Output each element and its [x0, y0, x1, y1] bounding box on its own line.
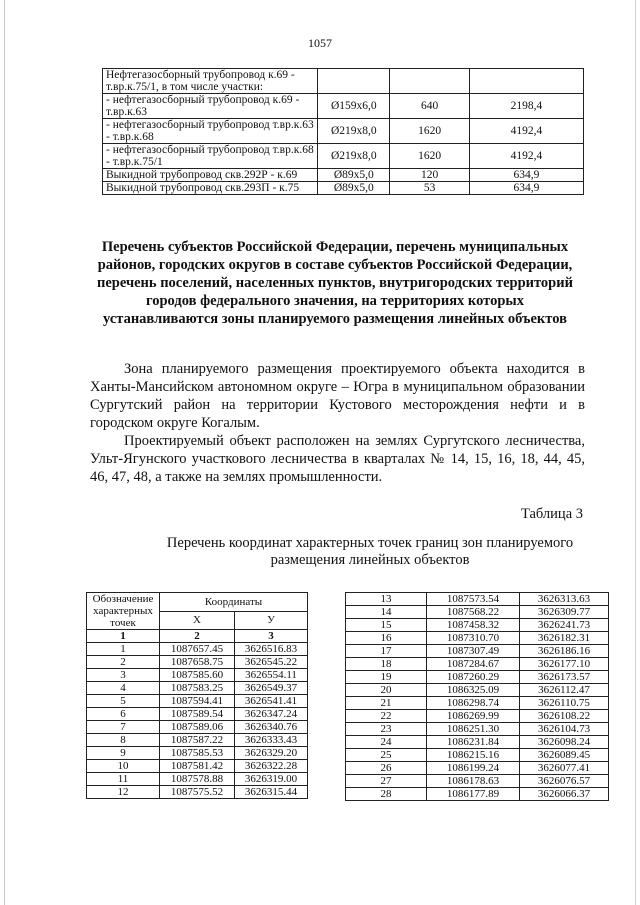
point-number: 9 — [87, 747, 160, 760]
point-number: 23 — [346, 723, 427, 736]
x-header: X — [160, 611, 235, 630]
point-number: 16 — [346, 632, 427, 645]
coordinate-y: 3626319.00 — [235, 773, 308, 786]
coordinate-y: 3626241.73 — [520, 619, 609, 632]
coordinate-y: 3626313.63 — [520, 593, 609, 606]
coordinate-y: 3626554.11 — [235, 669, 308, 682]
scan-edge-left — [4, 0, 5, 905]
coordinates-title-line-2: размещения линейных объектов — [270, 552, 470, 568]
coordinate-row — [87, 734, 308, 747]
coordinate-y: 3626098.24 — [520, 736, 609, 749]
pipeline-row — [103, 119, 584, 144]
pipeline-row — [103, 94, 584, 119]
coordinate-y: 3626545.22 — [235, 656, 308, 669]
coordinate-row — [346, 762, 609, 775]
coordinate-x: 1087587.22 — [160, 734, 235, 747]
coordinate-row — [346, 788, 609, 801]
coordinate-row — [346, 593, 609, 606]
pipeline-row — [103, 169, 584, 182]
pipeline-length: 53 — [390, 182, 470, 195]
coordinate-row — [346, 723, 609, 736]
paragraph-location: Зона планируемого размещения проектируемого объекта находится в Ханты-Мансийском автономном округе – Югра в муниципальном образовании Сургутский район на территории Кустового месторождения нефти и в городском округе Когалым. — [90, 361, 585, 431]
coordinate-x: 1087594.41 — [160, 695, 235, 708]
coordinate-x: 1087658.75 — [160, 656, 235, 669]
coordinate-y: 3626177.10 — [520, 658, 609, 671]
pipeline-table — [102, 68, 584, 195]
pipeline-diameter — [318, 69, 390, 94]
coordinate-row — [87, 747, 308, 760]
coordinate-row — [346, 606, 609, 619]
coordinates-table-left — [86, 592, 308, 799]
pipeline-row — [103, 69, 584, 94]
pipeline-area: 4192,4 — [469, 119, 583, 144]
coordinate-row — [87, 721, 308, 734]
coordinates-table-right — [345, 592, 609, 801]
pipeline-diameter: Ø159x6,0 — [318, 94, 390, 119]
point-number: 6 — [87, 708, 160, 721]
point-number: 27 — [346, 775, 427, 788]
coordinate-y: 3626066.37 — [520, 788, 609, 801]
coordinate-row — [346, 619, 609, 632]
coordinate-row — [87, 669, 308, 682]
coordinate-row — [346, 671, 609, 684]
pipeline-area: 4192,4 — [469, 144, 583, 169]
point-number: 24 — [346, 736, 427, 749]
coordinate-x: 1087310.70 — [427, 632, 520, 645]
coordinate-row — [346, 710, 609, 723]
point-number: 5 — [87, 695, 160, 708]
coordinate-row — [87, 695, 308, 708]
pipeline-name: Выкидной трубопровод скв.293П - к.75 — [103, 182, 318, 195]
coordinate-y: 3626182.31 — [520, 632, 609, 645]
coordinate-x: 1087583.25 — [160, 682, 235, 695]
coordinate-row — [346, 632, 609, 645]
point-number: 18 — [346, 658, 427, 671]
point-number: 21 — [346, 697, 427, 710]
point-number: 19 — [346, 671, 427, 684]
coordinate-row — [87, 656, 308, 669]
pipeline-length — [390, 69, 470, 94]
coordinate-x: 1086325.09 — [427, 684, 520, 697]
coordinate-y: 3626549.37 — [235, 682, 308, 695]
point-number: 26 — [346, 762, 427, 775]
pipeline-row — [103, 144, 584, 169]
coordinate-x: 1086199.24 — [427, 762, 520, 775]
coordinate-y: 3626089.45 — [520, 749, 609, 762]
page-number: 1057 — [308, 36, 332, 50]
point-number: 20 — [346, 684, 427, 697]
column-number-3: 3 — [235, 630, 308, 643]
coordinate-x: 1087284.67 — [427, 658, 520, 671]
scan-edge-right — [635, 0, 636, 905]
point-number: 28 — [346, 788, 427, 801]
point-number: 13 — [346, 593, 427, 606]
coordinate-y: 3626329.20 — [235, 747, 308, 760]
coordinate-x: 1086231.84 — [427, 736, 520, 749]
coordinate-row — [346, 697, 609, 710]
coordinate-row — [87, 760, 308, 773]
pipeline-area: 2198,4 — [469, 94, 583, 119]
coordinate-y: 3626112.47 — [520, 684, 609, 697]
coordinates-title — [90, 535, 640, 569]
pipeline-row — [103, 182, 584, 195]
coordinates-table-head — [87, 593, 308, 643]
point-number: 8 — [87, 734, 160, 747]
pipeline-area — [469, 69, 583, 94]
point-number: 1 — [87, 643, 160, 656]
coordinates-right-body — [346, 593, 609, 801]
coordinate-row — [346, 775, 609, 788]
coordinate-row — [87, 773, 308, 786]
coordinate-y: 3626309.77 — [520, 606, 609, 619]
coordinate-x: 1086177.89 — [427, 788, 520, 801]
coordinate-y: 3626322.28 — [235, 760, 308, 773]
coordinate-row — [346, 736, 609, 749]
coordinate-row — [346, 645, 609, 658]
pipeline-length: 640 — [390, 94, 470, 119]
coordinate-x: 1087589.06 — [160, 721, 235, 734]
coordinate-row — [346, 658, 609, 671]
coordinate-y: 3626186.16 — [520, 645, 609, 658]
coordinate-y: 3626347.24 — [235, 708, 308, 721]
coordinate-x: 1086269.99 — [427, 710, 520, 723]
coordinate-row — [346, 684, 609, 697]
pipeline-length: 1620 — [390, 119, 470, 144]
coordinate-x: 1087578.88 — [160, 773, 235, 786]
coordinate-x: 1087575.52 — [160, 786, 235, 799]
coordinate-row — [87, 643, 308, 656]
point-number: 22 — [346, 710, 427, 723]
point-label-header: Обозначение характерных точек — [87, 593, 160, 630]
pipeline-name: - нефтегазосборный трубопровод к.69 - т.вр.к.63 — [103, 94, 318, 119]
point-number: 4 — [87, 682, 160, 695]
coordinate-x: 1087260.29 — [427, 671, 520, 684]
pipeline-area: 634,9 — [469, 169, 583, 182]
point-number: 25 — [346, 749, 427, 762]
coordinate-x: 1087568.22 — [427, 606, 520, 619]
coordinate-y: 3626108.22 — [520, 710, 609, 723]
coordinate-y: 3626173.57 — [520, 671, 609, 684]
section-heading: Перечень субъектов Российской Федерации, перечень муниципальных районов, городских округов в составе субъектов Российской Федерации, перечень поселений, населенных пунктов, внутригородских территорий городов федерального значения, на территориях которых устанавливаются зоны планируемого размещения линейных объектов — [97, 239, 573, 327]
coordinate-y: 3626110.75 — [520, 697, 609, 710]
column-number-1: 1 — [87, 630, 160, 643]
coordinate-row — [87, 786, 308, 799]
paragraph-lands: Проектируемый объект расположен на землях Сургутского лесничества, Ульт-Ягунского участкового лесничества в кварталах № 14, 15, 16, 18, 44, 45, 46, 47, 48, а также на землях промышленности. — [90, 433, 585, 485]
coordinate-y: 3626340.76 — [235, 721, 308, 734]
coordinate-y: 3626541.41 — [235, 695, 308, 708]
coordinate-y: 3626516.83 — [235, 643, 308, 656]
pipeline-name: - нефтегазосборный трубопровод т.вр.к.68 - т.вр.к.75/1 — [103, 144, 318, 169]
coordinates-header: Координаты — [160, 593, 308, 612]
point-number: 15 — [346, 619, 427, 632]
coordinate-row — [87, 682, 308, 695]
coordinate-x: 1087458.32 — [427, 619, 520, 632]
pipeline-length: 1620 — [390, 144, 470, 169]
coordinate-x: 1086178.63 — [427, 775, 520, 788]
column-number-2: 2 — [160, 630, 235, 643]
point-number: 14 — [346, 606, 427, 619]
coordinate-y: 3626315.44 — [235, 786, 308, 799]
coordinate-x: 1086215.16 — [427, 749, 520, 762]
pipeline-name: - нефтегазосборный трубопровод т.вр.к.63 - т.вр.к.68 — [103, 119, 318, 144]
point-number: 11 — [87, 773, 160, 786]
coordinate-x: 1087585.60 — [160, 669, 235, 682]
pipeline-length: 120 — [390, 169, 470, 182]
point-number: 3 — [87, 669, 160, 682]
coordinate-y: 3626077.41 — [520, 762, 609, 775]
coordinate-x: 1087581.42 — [160, 760, 235, 773]
pipeline-area: 634,9 — [469, 182, 583, 195]
coordinate-y: 3626333.43 — [235, 734, 308, 747]
point-number: 17 — [346, 645, 427, 658]
pipeline-diameter: Ø89x5,0 — [318, 169, 390, 182]
point-number: 7 — [87, 721, 160, 734]
coordinate-row — [87, 708, 308, 721]
pipeline-diameter: Ø219x8,0 — [318, 119, 390, 144]
y-header: У — [235, 611, 308, 630]
coordinates-title-line-1: Перечень координат характерных точек границ зон планируемого — [166, 535, 574, 551]
coordinate-y: 3626104.73 — [520, 723, 609, 736]
coordinate-x: 1087585.53 — [160, 747, 235, 760]
coordinate-x: 1087307.49 — [427, 645, 520, 658]
pipeline-diameter: Ø89x5,0 — [318, 182, 390, 195]
table-label: Таблица 3 — [520, 506, 583, 522]
coordinates-left-body — [87, 643, 308, 799]
pipeline-name: Нефтегазосборный трубопровод к.69 - т.вр.к.75/1, в том числе участки: — [103, 69, 318, 94]
coordinate-x: 1087589.54 — [160, 708, 235, 721]
pipeline-name: Выкидной трубопровод скв.292Р - к.69 — [103, 169, 318, 182]
point-number: 2 — [87, 656, 160, 669]
point-number: 12 — [87, 786, 160, 799]
coordinate-x: 1087657.45 — [160, 643, 235, 656]
pipeline-diameter: Ø219x8,0 — [318, 144, 390, 169]
coordinate-x: 1086251.30 — [427, 723, 520, 736]
pipeline-table-body — [103, 69, 584, 195]
coordinate-row — [346, 749, 609, 762]
point-number: 10 — [87, 760, 160, 773]
coordinate-x: 1086298.74 — [427, 697, 520, 710]
coordinate-x: 1087573.54 — [427, 593, 520, 606]
coordinate-y: 3626076.57 — [520, 775, 609, 788]
